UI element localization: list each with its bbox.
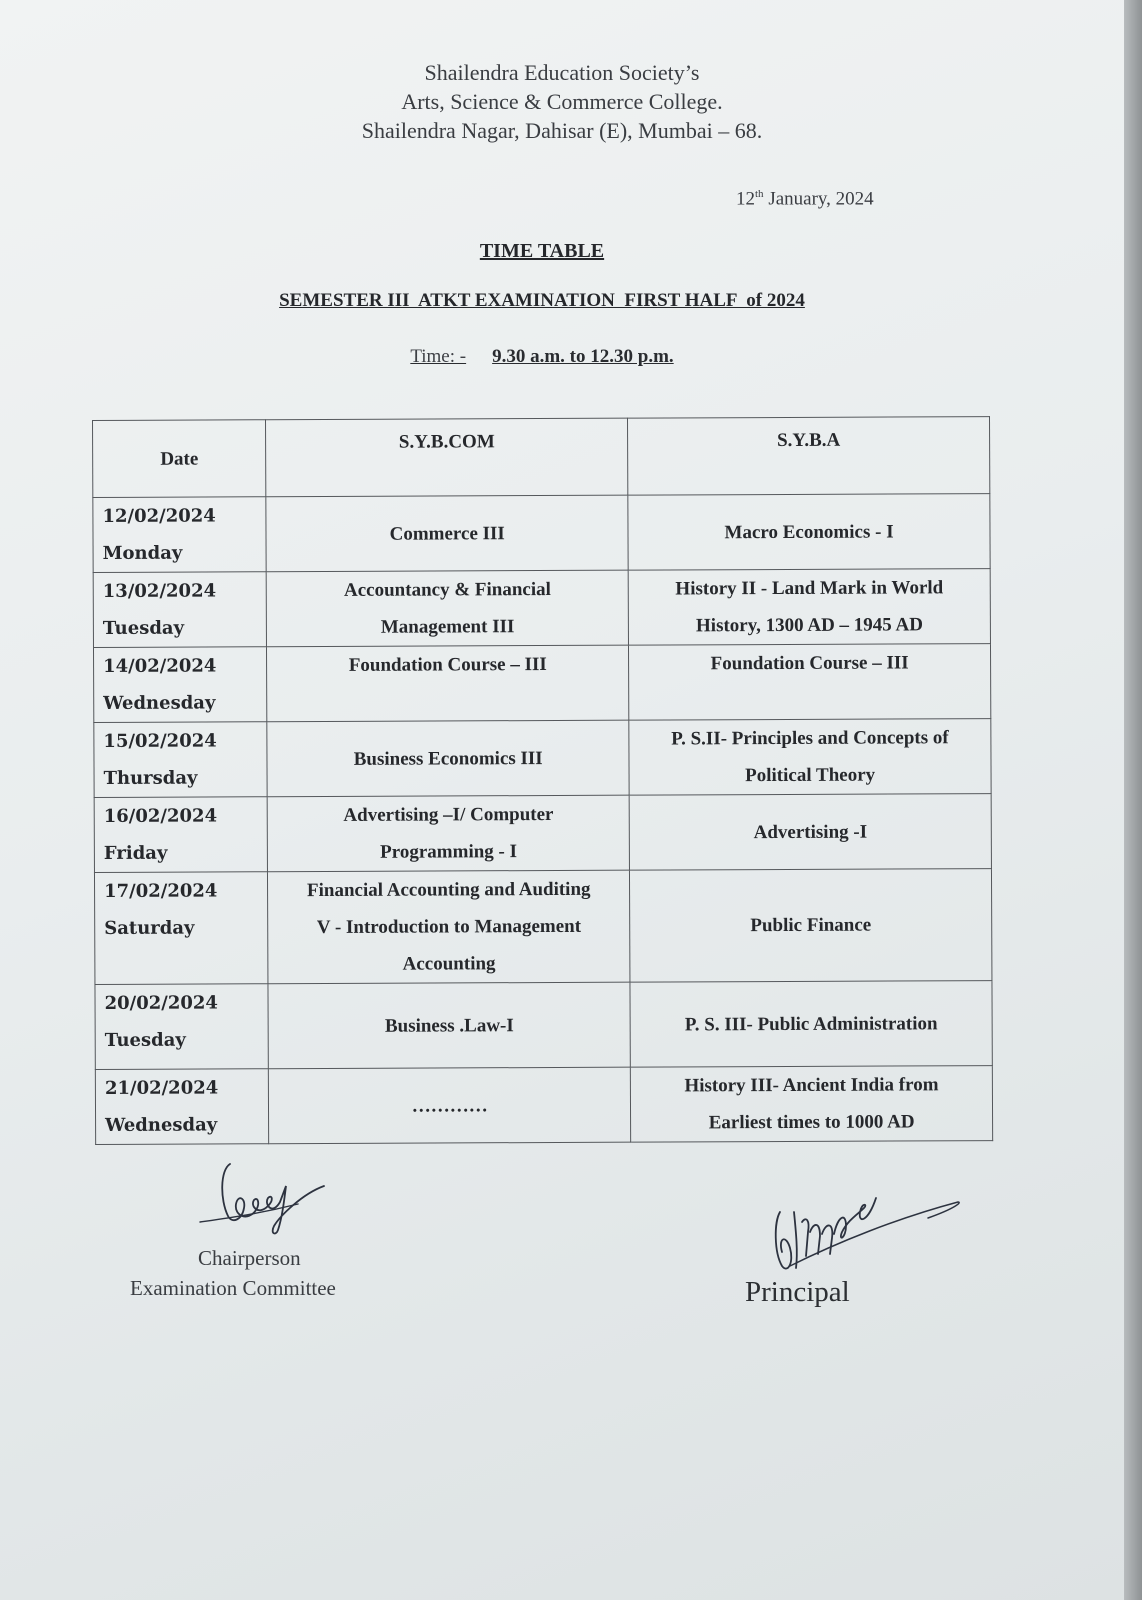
date-cell: 14/02/2024 Wednesday bbox=[93, 647, 267, 723]
table-row bbox=[93, 494, 990, 573]
table-row bbox=[94, 719, 991, 798]
chairperson-signature bbox=[198, 1160, 338, 1242]
sybcom-cell: ………… bbox=[269, 1067, 631, 1144]
date-cell: 15/02/2024 Thursday bbox=[94, 722, 268, 798]
sybcom-cell: Foundation Course – III bbox=[267, 645, 629, 722]
college-address: Shailendra Nagar, Dahisar (E), Mumbai – 68. bbox=[361, 118, 763, 143]
column-header-syba: S.Y.B.A bbox=[628, 417, 990, 496]
table-row bbox=[95, 1066, 992, 1145]
table-header-row bbox=[93, 417, 990, 498]
syba-cell: Macro Economics - I bbox=[628, 494, 990, 571]
table-row bbox=[93, 569, 990, 648]
sybcom-cell: Business .Law-I bbox=[268, 982, 630, 1069]
timetable bbox=[92, 416, 993, 1145]
sybcom-cell: Advertising –I/ Computer Programming - I bbox=[267, 795, 629, 872]
sybcom-cell: Business Economics III bbox=[267, 720, 629, 797]
sybcom-cell: Commerce III bbox=[266, 495, 628, 572]
exam-subtitle: SEMESTER III ATKT EXAMINATION FIRST HALF of 2024 bbox=[279, 290, 805, 311]
committee-label: Examination Committee bbox=[130, 1276, 336, 1300]
exam-time: Time: - 9.30 a.m. to 12.30 p.m. bbox=[410, 346, 674, 367]
syba-cell: P. S.II- Principles and Concepts of Political Theory bbox=[629, 719, 991, 796]
table-row bbox=[95, 981, 992, 1070]
date-cell: 21/02/2024 Wednesday bbox=[95, 1069, 269, 1145]
table-row bbox=[94, 794, 991, 873]
syba-cell: Advertising -I bbox=[629, 794, 991, 871]
college-name: Arts, Science & Commerce College. bbox=[401, 89, 723, 114]
syba-cell: History II - Land Mark in World History, 1300 AD – 1945 AD bbox=[628, 569, 990, 646]
principal-label: Principal bbox=[745, 1276, 850, 1308]
page-title: TIME TABLE bbox=[479, 240, 605, 262]
column-header-date: Date bbox=[93, 420, 267, 498]
principal-signature bbox=[768, 1182, 968, 1282]
syba-cell: P. S. III- Public Administration bbox=[630, 981, 992, 1068]
table-row bbox=[93, 644, 990, 723]
chairperson-label: Chairperson bbox=[198, 1246, 301, 1270]
syba-cell: Public Finance bbox=[630, 869, 992, 983]
syba-cell: History III- Ancient India from Earliest times to 1000 AD bbox=[630, 1066, 992, 1143]
date-cell: 20/02/2024 Tuesday bbox=[95, 984, 269, 1070]
issue-date: 12th January, 2024 bbox=[736, 188, 874, 210]
table-row bbox=[94, 869, 991, 985]
page-edge bbox=[1124, 0, 1142, 1600]
date-cell: 13/02/2024 Tuesday bbox=[93, 572, 267, 648]
syba-cell: Foundation Course – III bbox=[629, 644, 991, 721]
sybcom-cell: Financial Accounting and Auditing V - Introduction to Management Accounting bbox=[268, 870, 630, 984]
sybcom-cell: Accountancy & Financial Management III bbox=[266, 570, 628, 647]
society-name: Shailendra Education Society’s bbox=[424, 60, 700, 85]
column-header-sybcom: S.Y.B.COM bbox=[266, 418, 628, 497]
date-cell: 16/02/2024 Friday bbox=[94, 797, 268, 873]
date-cell: 17/02/2024 Saturday bbox=[94, 872, 268, 985]
date-cell: 12/02/2024 Monday bbox=[93, 497, 267, 573]
